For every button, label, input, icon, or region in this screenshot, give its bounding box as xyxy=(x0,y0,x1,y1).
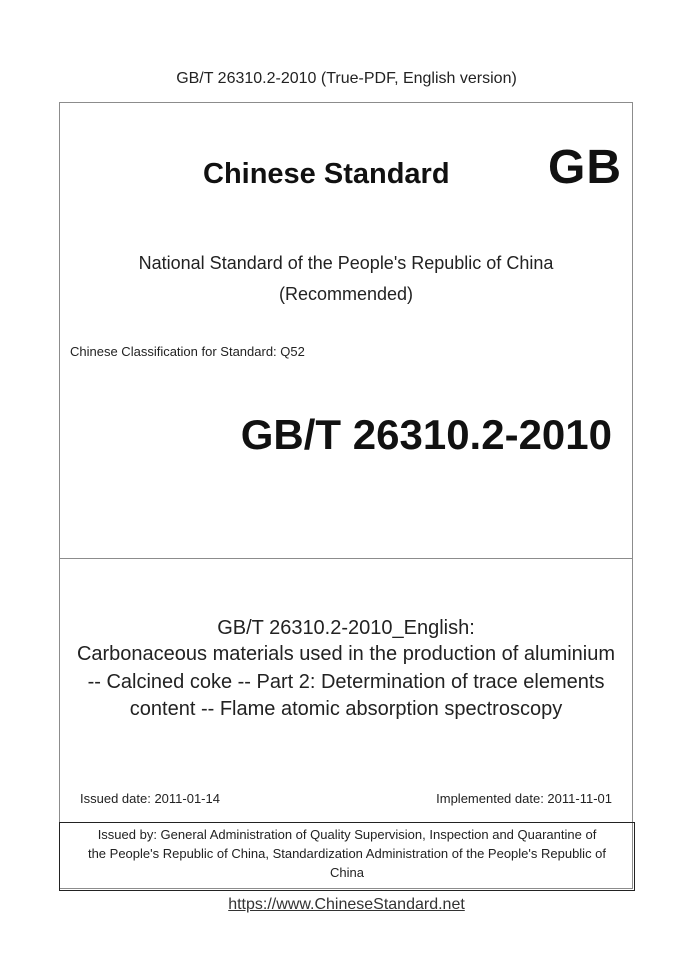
section-divider xyxy=(60,558,632,559)
national-standard-line: National Standard of the People's Republic of China xyxy=(138,253,554,273)
doc-title-line-4: content -- Flame atomic absorption spectroscopy xyxy=(129,698,563,720)
doc-title-line-1: GB/T 26310.2-2010_English: xyxy=(217,617,475,639)
issuer-line-1: Issued by: General Administration of Quality Supervision, Inspection and Quarantine of xyxy=(97,827,597,842)
classification-label: Chinese Classification for Standard: Q52 xyxy=(70,344,305,359)
doc-title-line-2: Carbonaceous materials used in the production of aluminium xyxy=(76,643,616,665)
standard-title: Chinese Standard xyxy=(203,158,450,190)
standard-number: GB/T 26310.2-2010 xyxy=(240,411,612,458)
doc-title-line-3: -- Calcined coke -- Part 2: Determination of trace elements xyxy=(87,671,605,693)
issued-date: Issued date: 2011-01-14 xyxy=(80,791,220,806)
page-header: GB/T 26310.2-2010 (True-PDF, English version) xyxy=(176,70,517,87)
website-link[interactable]: https://www.ChineseStandard.net xyxy=(228,896,465,913)
recommended-line: (Recommended) xyxy=(278,284,414,304)
gb-mark: GB xyxy=(548,141,622,194)
implemented-date: Implemented date: 2011-11-01 xyxy=(436,791,612,806)
issuer-box xyxy=(59,822,635,891)
issuer-line-2: the People's Republic of China, Standardization Administration of the People's Republic of xyxy=(87,846,607,861)
issuer-line-3: China xyxy=(330,865,364,880)
cover-frame xyxy=(59,102,633,889)
